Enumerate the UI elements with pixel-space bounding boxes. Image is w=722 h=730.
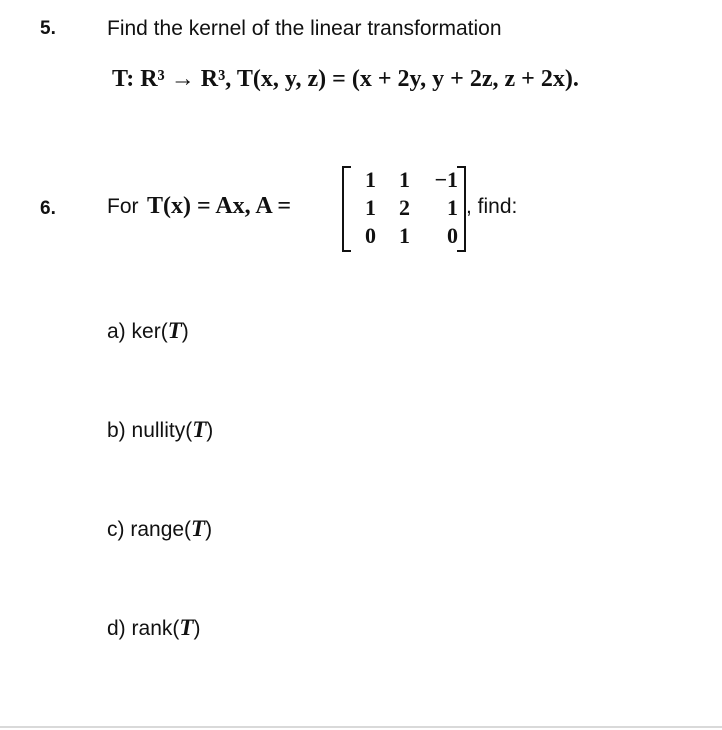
part-label: d)	[107, 617, 126, 640]
problem-5-number: 5.	[40, 18, 56, 39]
part-arg: T	[191, 516, 206, 541]
matrix-cell: 1	[447, 195, 458, 220]
problem-6-prefix: For	[107, 195, 139, 218]
matrix-cell: 1	[365, 167, 376, 192]
part-text: ker(	[131, 320, 168, 343]
part-close: )	[193, 617, 201, 640]
part-close: )	[205, 518, 213, 541]
part-close: )	[181, 320, 189, 343]
part-text: rank(	[131, 617, 180, 640]
part-a	[107, 318, 189, 344]
matrix-cell: 0	[365, 223, 376, 248]
matrix-cell: 1	[399, 167, 410, 192]
part-text: range(	[130, 518, 192, 541]
matrix-cell: 1	[365, 195, 376, 220]
part-arg: T	[179, 615, 194, 640]
page-bottom-divider	[0, 726, 722, 728]
part-label: c)	[107, 518, 125, 541]
matrix-a	[342, 164, 466, 252]
part-text: nullity(	[131, 419, 193, 442]
part-d	[107, 615, 200, 641]
problem-5-instruction: Find the kernel of the linear transformation	[107, 17, 502, 40]
part-close: )	[206, 419, 214, 442]
part-label: b)	[107, 419, 126, 442]
matrix-cell: 2	[399, 195, 410, 220]
part-label: a)	[107, 320, 126, 343]
matrix-cell: 0	[447, 223, 458, 248]
part-arg: T	[167, 318, 182, 343]
problem-6-number: 6.	[40, 198, 56, 219]
problem-5-formula: T: R³ → R³, T(x, y, z) = (x + 2y, y + 2z, z + 2x).	[112, 66, 579, 92]
part-b	[107, 417, 213, 443]
problem-6-formula: T(x) = Ax, A =	[147, 193, 292, 219]
part-arg: T	[192, 417, 207, 442]
matrix-cell: 1	[399, 223, 410, 248]
part-c	[107, 516, 212, 542]
matrix-cell: −1	[434, 167, 458, 192]
problem-6-suffix: , find:	[466, 195, 518, 218]
matrix-right-bracket	[457, 166, 466, 252]
